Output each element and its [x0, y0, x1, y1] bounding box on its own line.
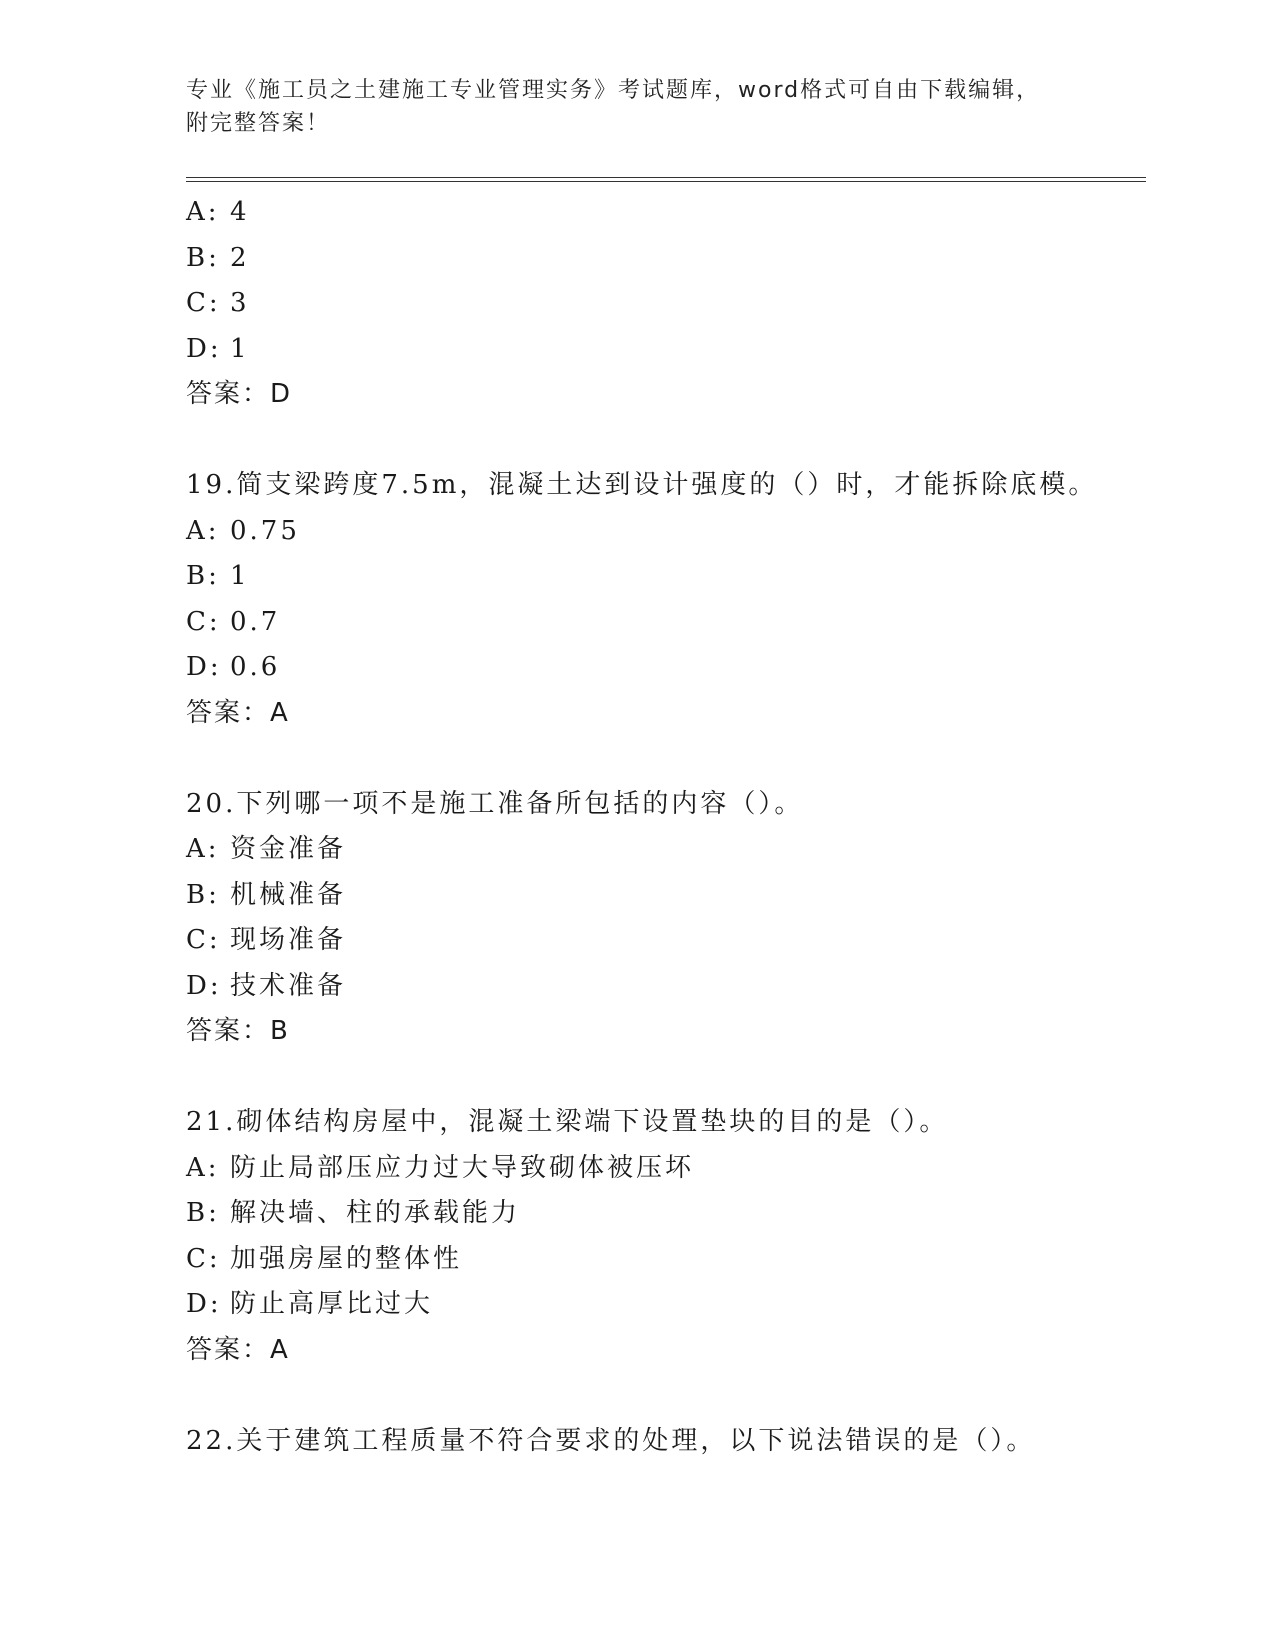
- option-letter: A:: [186, 834, 220, 864]
- option-text: 现场准备: [230, 925, 347, 955]
- header-line-1: 专业《施工员之土建施工专业管理实务》考试题库，word格式可自由下载编辑，: [186, 78, 1041, 103]
- option-b: [186, 1191, 1146, 1237]
- option-letter: A:: [186, 515, 220, 546]
- option-letter: C:: [186, 925, 221, 955]
- option-letter: C:: [186, 1243, 221, 1274]
- option-a: [186, 827, 1146, 873]
- option-text: 1: [230, 561, 250, 591]
- option-letter: A:: [186, 197, 220, 227]
- option-letter: C:: [186, 288, 221, 318]
- option-letter: B:: [186, 879, 220, 910]
- option-b: [186, 236, 1146, 282]
- option-text: 0.6: [230, 652, 281, 682]
- question-list: [186, 190, 1146, 1464]
- option-c: [186, 281, 1146, 327]
- option-c: [186, 918, 1146, 964]
- spacer: [186, 1373, 1146, 1419]
- option-letter: D:: [186, 333, 222, 364]
- question-text: 20.下列哪一项不是施工准备所包括的内容（）。: [186, 788, 804, 819]
- option-letter: C:: [186, 606, 221, 637]
- option-letter: D:: [186, 970, 222, 1001]
- question-18-continued: [186, 190, 1146, 418]
- answer-line: 答案：A: [186, 697, 290, 728]
- option-c: [186, 1237, 1146, 1283]
- option-d: [186, 1282, 1146, 1328]
- option-text: 3: [230, 288, 250, 318]
- option-d: [186, 964, 1146, 1010]
- spacer: [186, 418, 1146, 464]
- option-b: [186, 554, 1146, 600]
- header-divider-bottom: [186, 181, 1146, 182]
- spacer: [186, 736, 1146, 782]
- question-text: 19.简支梁跨度7.5m，混凝土达到设计强度的（）时，才能拆除底模。: [186, 470, 1098, 500]
- question-22: [186, 1419, 1146, 1465]
- option-d: [186, 645, 1146, 691]
- option-text: 防止局部压应力过大导致砌体被压坏: [230, 1152, 695, 1183]
- answer-line: 答案：B: [186, 1016, 290, 1046]
- question-20: [186, 782, 1146, 1055]
- spacer: [186, 1055, 1146, 1101]
- document-header: [186, 74, 1066, 140]
- answer-line: 答案：A: [186, 1334, 290, 1365]
- header-line-2: 附完整答案！: [186, 111, 331, 136]
- header-divider-top: [186, 177, 1146, 178]
- option-text: 资金准备: [230, 834, 347, 864]
- option-text: 机械准备: [230, 879, 347, 910]
- option-a: [186, 509, 1146, 555]
- option-letter: B:: [186, 561, 220, 591]
- option-text: 4: [230, 197, 250, 227]
- option-c: [186, 600, 1146, 646]
- option-b: [186, 873, 1146, 919]
- option-letter: B:: [186, 1198, 220, 1228]
- option-text: 1: [230, 333, 250, 364]
- question-text: 22.关于建筑工程质量不符合要求的处理，以下说法错误的是（）。: [186, 1425, 1036, 1456]
- question-19: [186, 463, 1146, 736]
- option-letter: D:: [186, 652, 222, 682]
- option-letter: B:: [186, 242, 220, 273]
- option-text: 0.75: [230, 515, 300, 546]
- option-text: 2: [230, 242, 250, 273]
- question-21: [186, 1100, 1146, 1373]
- option-a: [186, 1146, 1146, 1192]
- option-text: 防止高厚比过大: [230, 1289, 434, 1319]
- option-text: 0.7: [230, 606, 281, 637]
- option-letter: D:: [186, 1289, 222, 1319]
- answer-line: 答案：D: [186, 379, 293, 409]
- option-text: 解决墙、柱的承载能力: [230, 1198, 521, 1228]
- option-a: [186, 190, 1146, 236]
- option-text: 技术准备: [230, 970, 347, 1001]
- option-text: 加强房屋的整体性: [230, 1243, 463, 1274]
- question-text: 21.砌体结构房屋中，混凝土梁端下设置垫块的目的是（）。: [186, 1107, 949, 1137]
- option-d: [186, 327, 1146, 373]
- option-letter: A:: [186, 1152, 220, 1183]
